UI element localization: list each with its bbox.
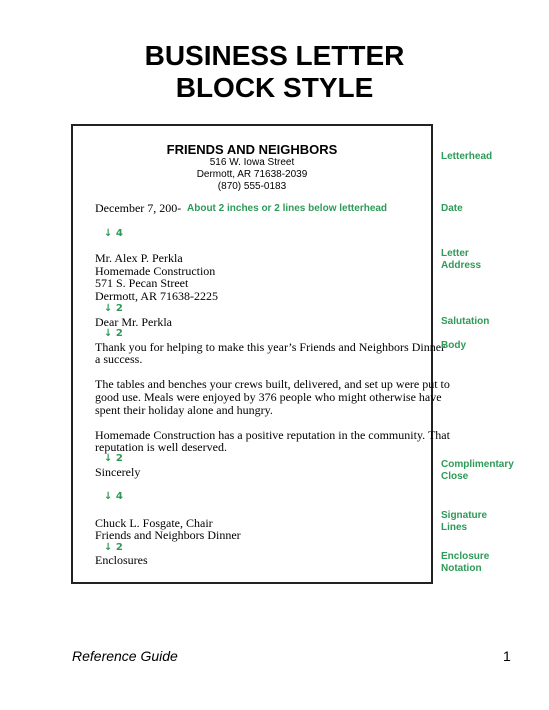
label-letter-address-line-2: Address [441, 260, 482, 271]
label-salutation: Salutation [441, 316, 490, 327]
label-enclosure-notation [441, 551, 489, 575]
title-line-2: BLOCK STYLE [175, 72, 374, 103]
label-enclosure-notation-line-1: Enclosure [441, 551, 490, 562]
spacing-indicator-2: ↓ 2 [104, 453, 123, 464]
salutation: Dear Mr. Perkla [95, 315, 172, 329]
footer-reference-guide: Reference Guide [72, 648, 178, 664]
spacing-indicator-2: ↓ 2 [104, 303, 123, 314]
page-title [0, 40, 549, 104]
label-letter-address [441, 248, 481, 272]
label-letter-address-line-1: Letter [441, 248, 469, 259]
label-signature-lines [441, 510, 487, 534]
label-enclosure-notation-line-2: Notation [441, 563, 482, 574]
label-body: Body [441, 340, 466, 351]
body-p3-line-1: Homemade Construction has a positive reputation in the community. That [95, 428, 450, 442]
spacing-indicator-2: ↓ 2 [104, 328, 123, 339]
address-line-2: Homemade Construction [95, 264, 216, 278]
label-complimentary-close-line-1: Complimentary [441, 459, 514, 470]
address-line-4: Dermott, AR 71638-2225 [95, 289, 218, 303]
complimentary-close: Sincerely [95, 465, 141, 479]
letterhead-city: Dermott, AR 71638-2039 [196, 169, 308, 180]
label-signature-lines-line-1: Signature [441, 510, 488, 521]
footer-page-number: 1 [503, 648, 511, 664]
label-letterhead: Letterhead [441, 151, 493, 162]
spacing-indicator-4: ↓ 4 [104, 228, 123, 239]
label-signature-lines-line-2: Lines [441, 522, 468, 533]
body-p2-line-3: spent their holiday alone and hungry. [95, 403, 273, 417]
date-note: About 2 inches or 2 lines below letterhead [187, 203, 388, 214]
body-p2-line-1: The tables and benches your crews built, delivered, and set up were put to [95, 377, 450, 391]
enclosure-notation: Enclosures [95, 553, 148, 567]
body-p2-line-2: good use. Meals were enjoyed by 376 people who might otherwise have [95, 390, 442, 404]
body-p1-line-1: Thank you for helping to make this year’s Friends and Neighbors Dinner [95, 340, 446, 354]
signature-line-1: Chuck L. Fosgate, Chair [95, 516, 213, 530]
spacing-indicator-2: ↓ 2 [104, 542, 123, 553]
address-line-1: Mr. Alex P. Perkla [95, 251, 183, 265]
label-complimentary-close [441, 459, 514, 483]
title-line-1: BUSINESS LETTER [144, 40, 405, 71]
label-date: Date [441, 203, 463, 214]
label-complimentary-close-line-2: Close [441, 471, 469, 482]
letterhead-street: 516 W. Iowa Street [209, 157, 295, 168]
letter-date: December 7, 200- [95, 201, 182, 215]
body-p1-line-2: a success. [95, 352, 143, 366]
letterhead-phone: (870) 555-0183 [217, 181, 287, 192]
body-p3-line-2: reputation is well deserved. [95, 440, 227, 454]
address-line-3: 571 S. Pecan Street [95, 276, 189, 290]
spacing-indicator-4: ↓ 4 [104, 491, 123, 502]
signature-line-2: Friends and Neighbors Dinner [95, 528, 241, 542]
letterhead-name: FRIENDS AND NEIGHBORS [166, 142, 338, 157]
